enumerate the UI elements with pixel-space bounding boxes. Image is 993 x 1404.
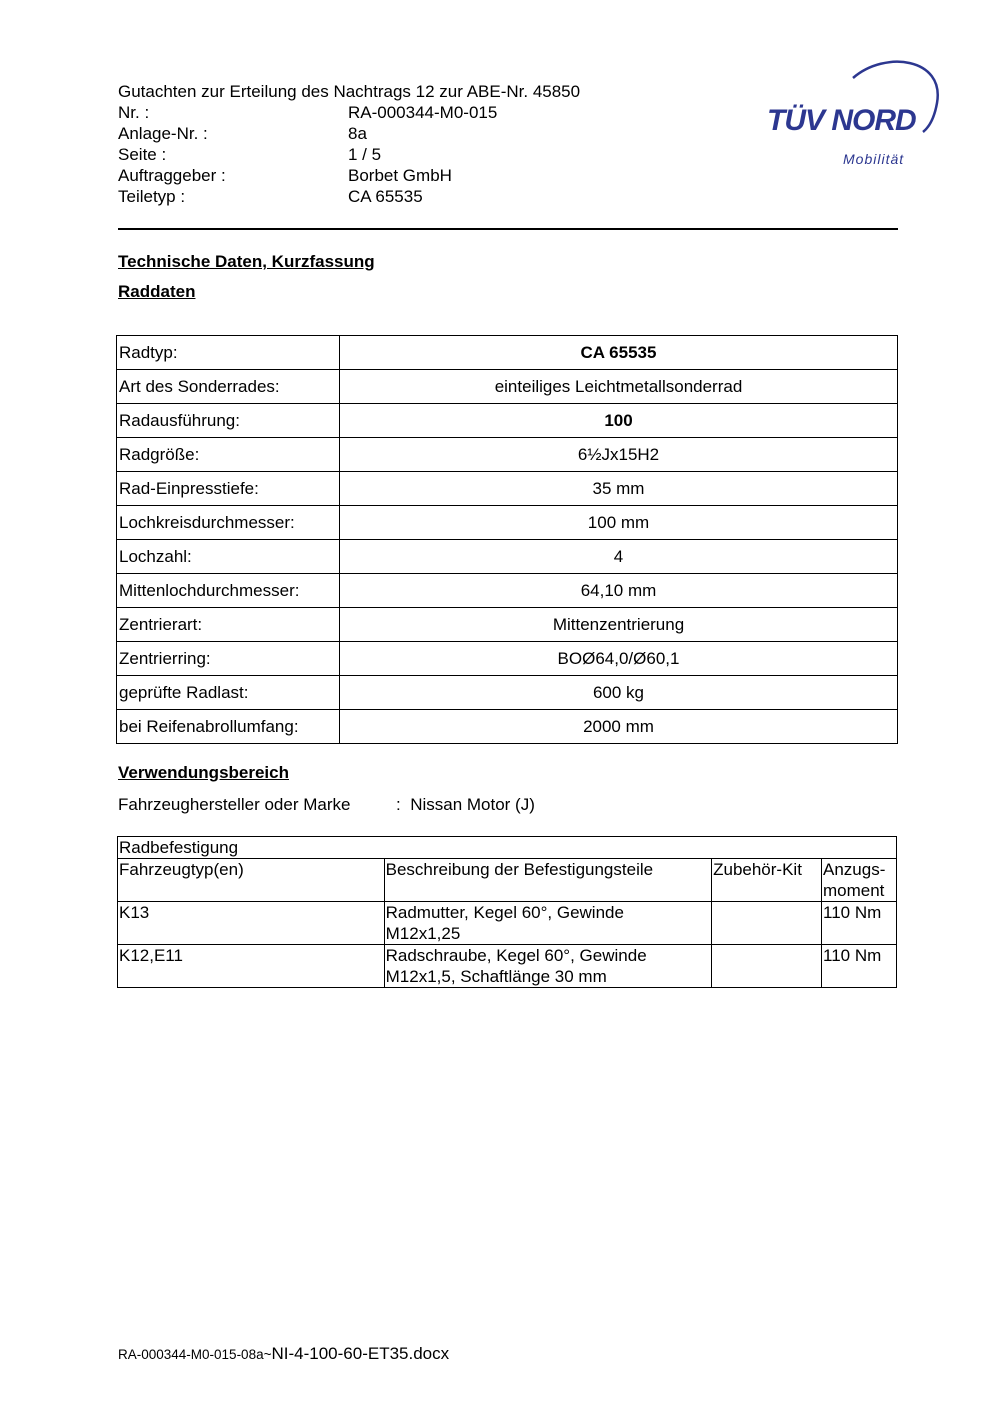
fastening-cell: Radschraube, Kegel 60°, Gewinde M12x1,5, Schaftlänge 30 mm — [384, 945, 711, 988]
header-field-label: Nr. : — [118, 103, 150, 122]
footer-filename — [118, 1344, 449, 1364]
header-field-value: 1 / 5 — [348, 145, 382, 164]
fastening-cell: Radmutter, Kegel 60°, Gewinde M12x1,25 — [384, 902, 711, 945]
wheel-data-label: Rad-Einpresstiefe: — [117, 472, 340, 506]
wheel-data-value: BOØ64,0/Ø60,1 — [340, 642, 898, 676]
section-usage-title: Verwendungsbereich — [118, 763, 289, 782]
wheel-data-row — [117, 472, 898, 506]
wheel-data-label: Art des Sonderrades: — [117, 370, 340, 404]
wheel-data-value: 100 mm — [340, 506, 898, 540]
wheel-data-row — [117, 506, 898, 540]
wheel-data-label: Zentrierart: — [117, 608, 340, 642]
header-field-value: Borbet GmbH — [348, 166, 452, 185]
header-divider — [118, 228, 898, 230]
wheel-data-row — [117, 404, 898, 438]
header-field-label: Seite : — [118, 145, 167, 164]
fastening-header-cell: Anzugs- moment — [822, 859, 897, 902]
wheel-data-value: 600 kg — [340, 676, 898, 710]
wheel-data-row — [117, 574, 898, 608]
fastening-cell — [712, 902, 822, 945]
wheel-data-value: 2000 mm — [340, 710, 898, 744]
footer-file: NI-4-100-60-ET35.docx — [271, 1344, 450, 1363]
wheel-data-row — [117, 540, 898, 574]
wheel-data-value: 6½Jx15H2 — [340, 438, 898, 472]
table-row — [118, 945, 897, 988]
fastening-header-row — [118, 859, 897, 902]
section-wheel-title: Raddaten — [118, 282, 196, 301]
header-field-row — [118, 165, 497, 186]
header-fields — [118, 102, 497, 207]
header-field-row — [118, 186, 497, 207]
fastening-title-row — [118, 837, 897, 859]
table-row — [118, 902, 897, 945]
manufacturer-label: Fahrzeughersteller oder Marke — [118, 795, 351, 814]
manufacturer-value: Nissan Motor (J) — [410, 795, 535, 814]
wheel-data-row — [117, 608, 898, 642]
wheel-data-value: 64,10 mm — [340, 574, 898, 608]
wheel-data-value: einteiliges Leichtmetallsonderrad — [340, 370, 898, 404]
manufacturer-line — [118, 795, 535, 815]
header-field-label: Teiletyp : — [118, 187, 186, 206]
wheel-data-label: Radgröße: — [117, 438, 340, 472]
wheel-data-label: Lochkreisdurchmesser: — [117, 506, 340, 540]
fastening-title: Radbefestigung — [118, 837, 897, 859]
tuv-nord-logo — [765, 58, 940, 168]
header-field-label: Anlage-Nr. : — [118, 124, 208, 143]
wheel-data-value: 100 — [340, 404, 898, 438]
wheel-data-label: geprüfte Radlast: — [117, 676, 340, 710]
wheel-data-value: 35 mm — [340, 472, 898, 506]
header-field-row — [118, 144, 497, 165]
wheel-data-value: CA 65535 — [340, 336, 898, 370]
wheel-data-value: 4 — [340, 540, 898, 574]
fastening-cell — [712, 945, 822, 988]
logo-subtitle: Mobilität — [843, 151, 905, 167]
header-field-label: Auftraggeber : — [118, 166, 226, 185]
header-field-row — [118, 123, 497, 144]
logo-brand: TÜV NORD — [767, 104, 916, 137]
fastening-cell: K13 — [118, 902, 385, 945]
header-field-row — [118, 102, 497, 123]
fastening-cell: 110 Nm — [822, 945, 897, 988]
wheel-data-label: Radtyp: — [117, 336, 340, 370]
wheel-data-row — [117, 438, 898, 472]
wheel-data-row — [117, 710, 898, 744]
wheel-data-table — [116, 335, 898, 744]
header-field-value: CA 65535 — [348, 187, 423, 206]
section-technical-title: Technische Daten, Kurzfassung — [118, 252, 375, 271]
fastening-cell: 110 Nm — [822, 902, 897, 945]
fastening-header-cell: Fahrzeugtyp(en) — [118, 859, 385, 902]
wheel-data-row — [117, 336, 898, 370]
report-title: Gutachten zur Erteilung des Nachtrags 12 zur ABE-Nr. 45850 — [118, 82, 581, 101]
wheel-data-label: Radausführung: — [117, 404, 340, 438]
wheel-data-value: Mittenzentrierung — [340, 608, 898, 642]
wheel-data-label: Lochzahl: — [117, 540, 340, 574]
fastening-table — [117, 836, 897, 988]
wheel-data-label: bei Reifenabrollumfang: — [117, 710, 340, 744]
header-field-value: RA-000344-M0-015 — [348, 103, 498, 122]
wheel-data-row — [117, 370, 898, 404]
footer-prefix: RA-000344-M0-015-08a~ — [118, 1347, 272, 1362]
wheel-data-row — [117, 676, 898, 710]
wheel-data-row — [117, 642, 898, 676]
wheel-data-label: Mittenlochdurchmesser: — [117, 574, 340, 608]
header-field-value: 8a — [348, 124, 367, 143]
fastening-cell: K12,E11 — [118, 945, 385, 988]
wheel-data-label: Zentrierring: — [117, 642, 340, 676]
fastening-header-cell: Zubehör-Kit — [712, 859, 822, 902]
fastening-header-cell: Beschreibung der Befestigungsteile — [384, 859, 711, 902]
manufacturer-separator: : — [396, 795, 401, 814]
